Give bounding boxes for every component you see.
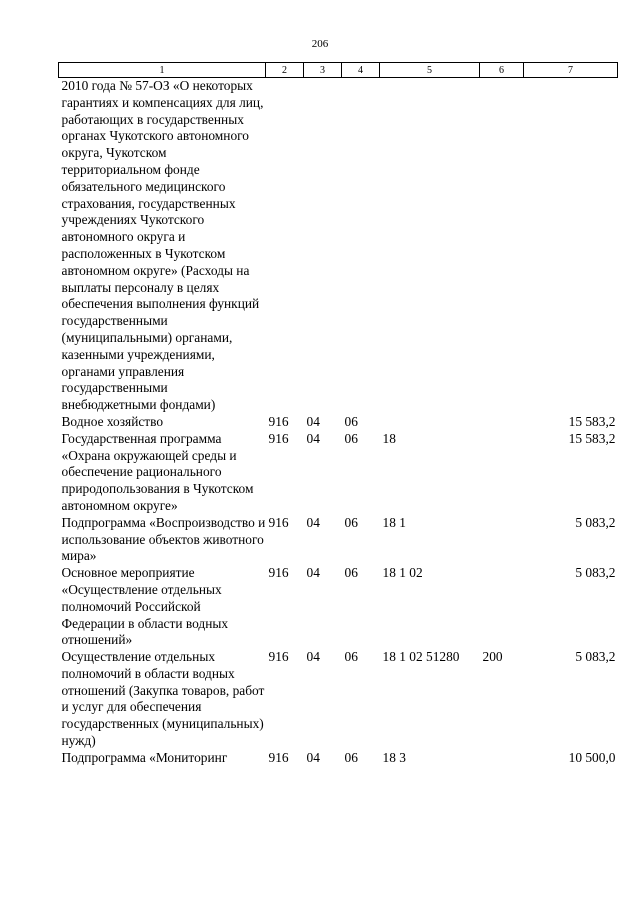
row-code-2: 916 [268,430,289,446]
row-code-4: 06 [344,649,358,665]
page-number: 206 [311,38,329,50]
row-code-2 [266,78,304,414]
row-amount: 5 083,2 [575,565,616,581]
row-name: Водное хозяйство [61,413,164,429]
row-code-3: 04 [306,514,320,530]
row-name: Осуществление отдельных полномочий в области водных отношений (Закупка товаров, работ и услуг для обеспечения государственных (муниципальных) нужд) [61,649,265,749]
row-code-4: 06 [344,514,358,530]
row-code-6 [480,750,524,767]
row-code-3 [304,78,342,414]
row-amount: 15 583,2 [568,413,616,429]
row-code-3: 04 [306,649,320,665]
row-name: Подпрограмма «Мониторинг [61,749,228,765]
header-col-3: 3 [304,63,342,78]
table-row [59,649,618,750]
table-row [59,431,618,515]
row-code-3: 04 [306,430,320,446]
table-body [59,78,618,767]
header-col-6: 6 [480,63,524,78]
budget-table [58,62,618,767]
row-name: Государственная программа «Охрана окружающей среды и обеспечение рационального природопользования в Чукотском автономном округе» [61,430,254,513]
row-amount: 5 083,2 [575,514,616,530]
row-amount: 10 500,0 [568,749,616,765]
row-code-5: 18 1 [382,514,406,530]
row-amount: 5 083,2 [575,649,616,665]
row-code-4: 06 [344,749,358,765]
row-code-6 [480,414,524,431]
row-code-2: 916 [268,649,289,665]
row-amount [524,78,618,414]
table-row [59,515,618,565]
row-code-6 [480,431,524,515]
row-code-6: 200 [482,649,503,665]
row-code-3: 04 [306,413,320,429]
row-amount: 15 583,2 [568,430,616,446]
row-code-2: 916 [268,514,289,530]
row-name: Основное мероприятие «Осуществление отдельных полномочий Российской Федерации в области водных отношений» [61,565,229,648]
row-code-2: 916 [268,413,289,429]
row-code-5: 18 [382,430,396,446]
row-code-6 [480,78,524,414]
row-code-5 [380,414,480,431]
row-name: Подпрограмма «Воспроизводство и использование объектов животного мира» [61,514,266,564]
row-code-2: 916 [268,565,289,581]
row-code-4 [342,78,380,414]
row-code-4: 06 [344,413,358,429]
table-row [59,750,618,767]
header-col-2: 2 [266,63,304,78]
row-code-6 [480,565,524,649]
row-code-5: 18 3 [382,749,406,765]
header-col-4: 4 [342,63,380,78]
row-code-4: 06 [344,430,358,446]
table-row [59,565,618,649]
row-code-3: 04 [306,749,320,765]
row-name: 2010 года № 57-ОЗ «О некоторых гарантиях и компенсациях для лиц, работающих в государственных органах Чукотского автономного округа, Чукотском территориальном фонде обязательного медицинского страхования, государственных учреждениях Чукотского автономного округа и расположенных в Чукотском автономном округе» (Расходы на выплаты персоналу в целях обеспечения выполнения функций государственными (муниципальными) органами, казенными учреждениями, органами управления государственными внебюджетными фондами) [61,78,264,413]
table-row [59,78,618,414]
row-code-4: 06 [344,565,358,581]
table-row [59,414,618,431]
row-code-2: 916 [268,749,289,765]
row-code-5: 18 1 02 51280 [382,649,460,665]
header-col-5: 5 [380,63,480,78]
row-code-3: 04 [306,565,320,581]
table-header [59,63,618,78]
header-col-7: 7 [524,63,618,78]
row-code-6 [480,515,524,565]
row-code-5: 18 1 02 [382,565,423,581]
header-col-1: 1 [59,63,266,78]
header-row [59,63,618,78]
row-code-5 [380,78,480,414]
